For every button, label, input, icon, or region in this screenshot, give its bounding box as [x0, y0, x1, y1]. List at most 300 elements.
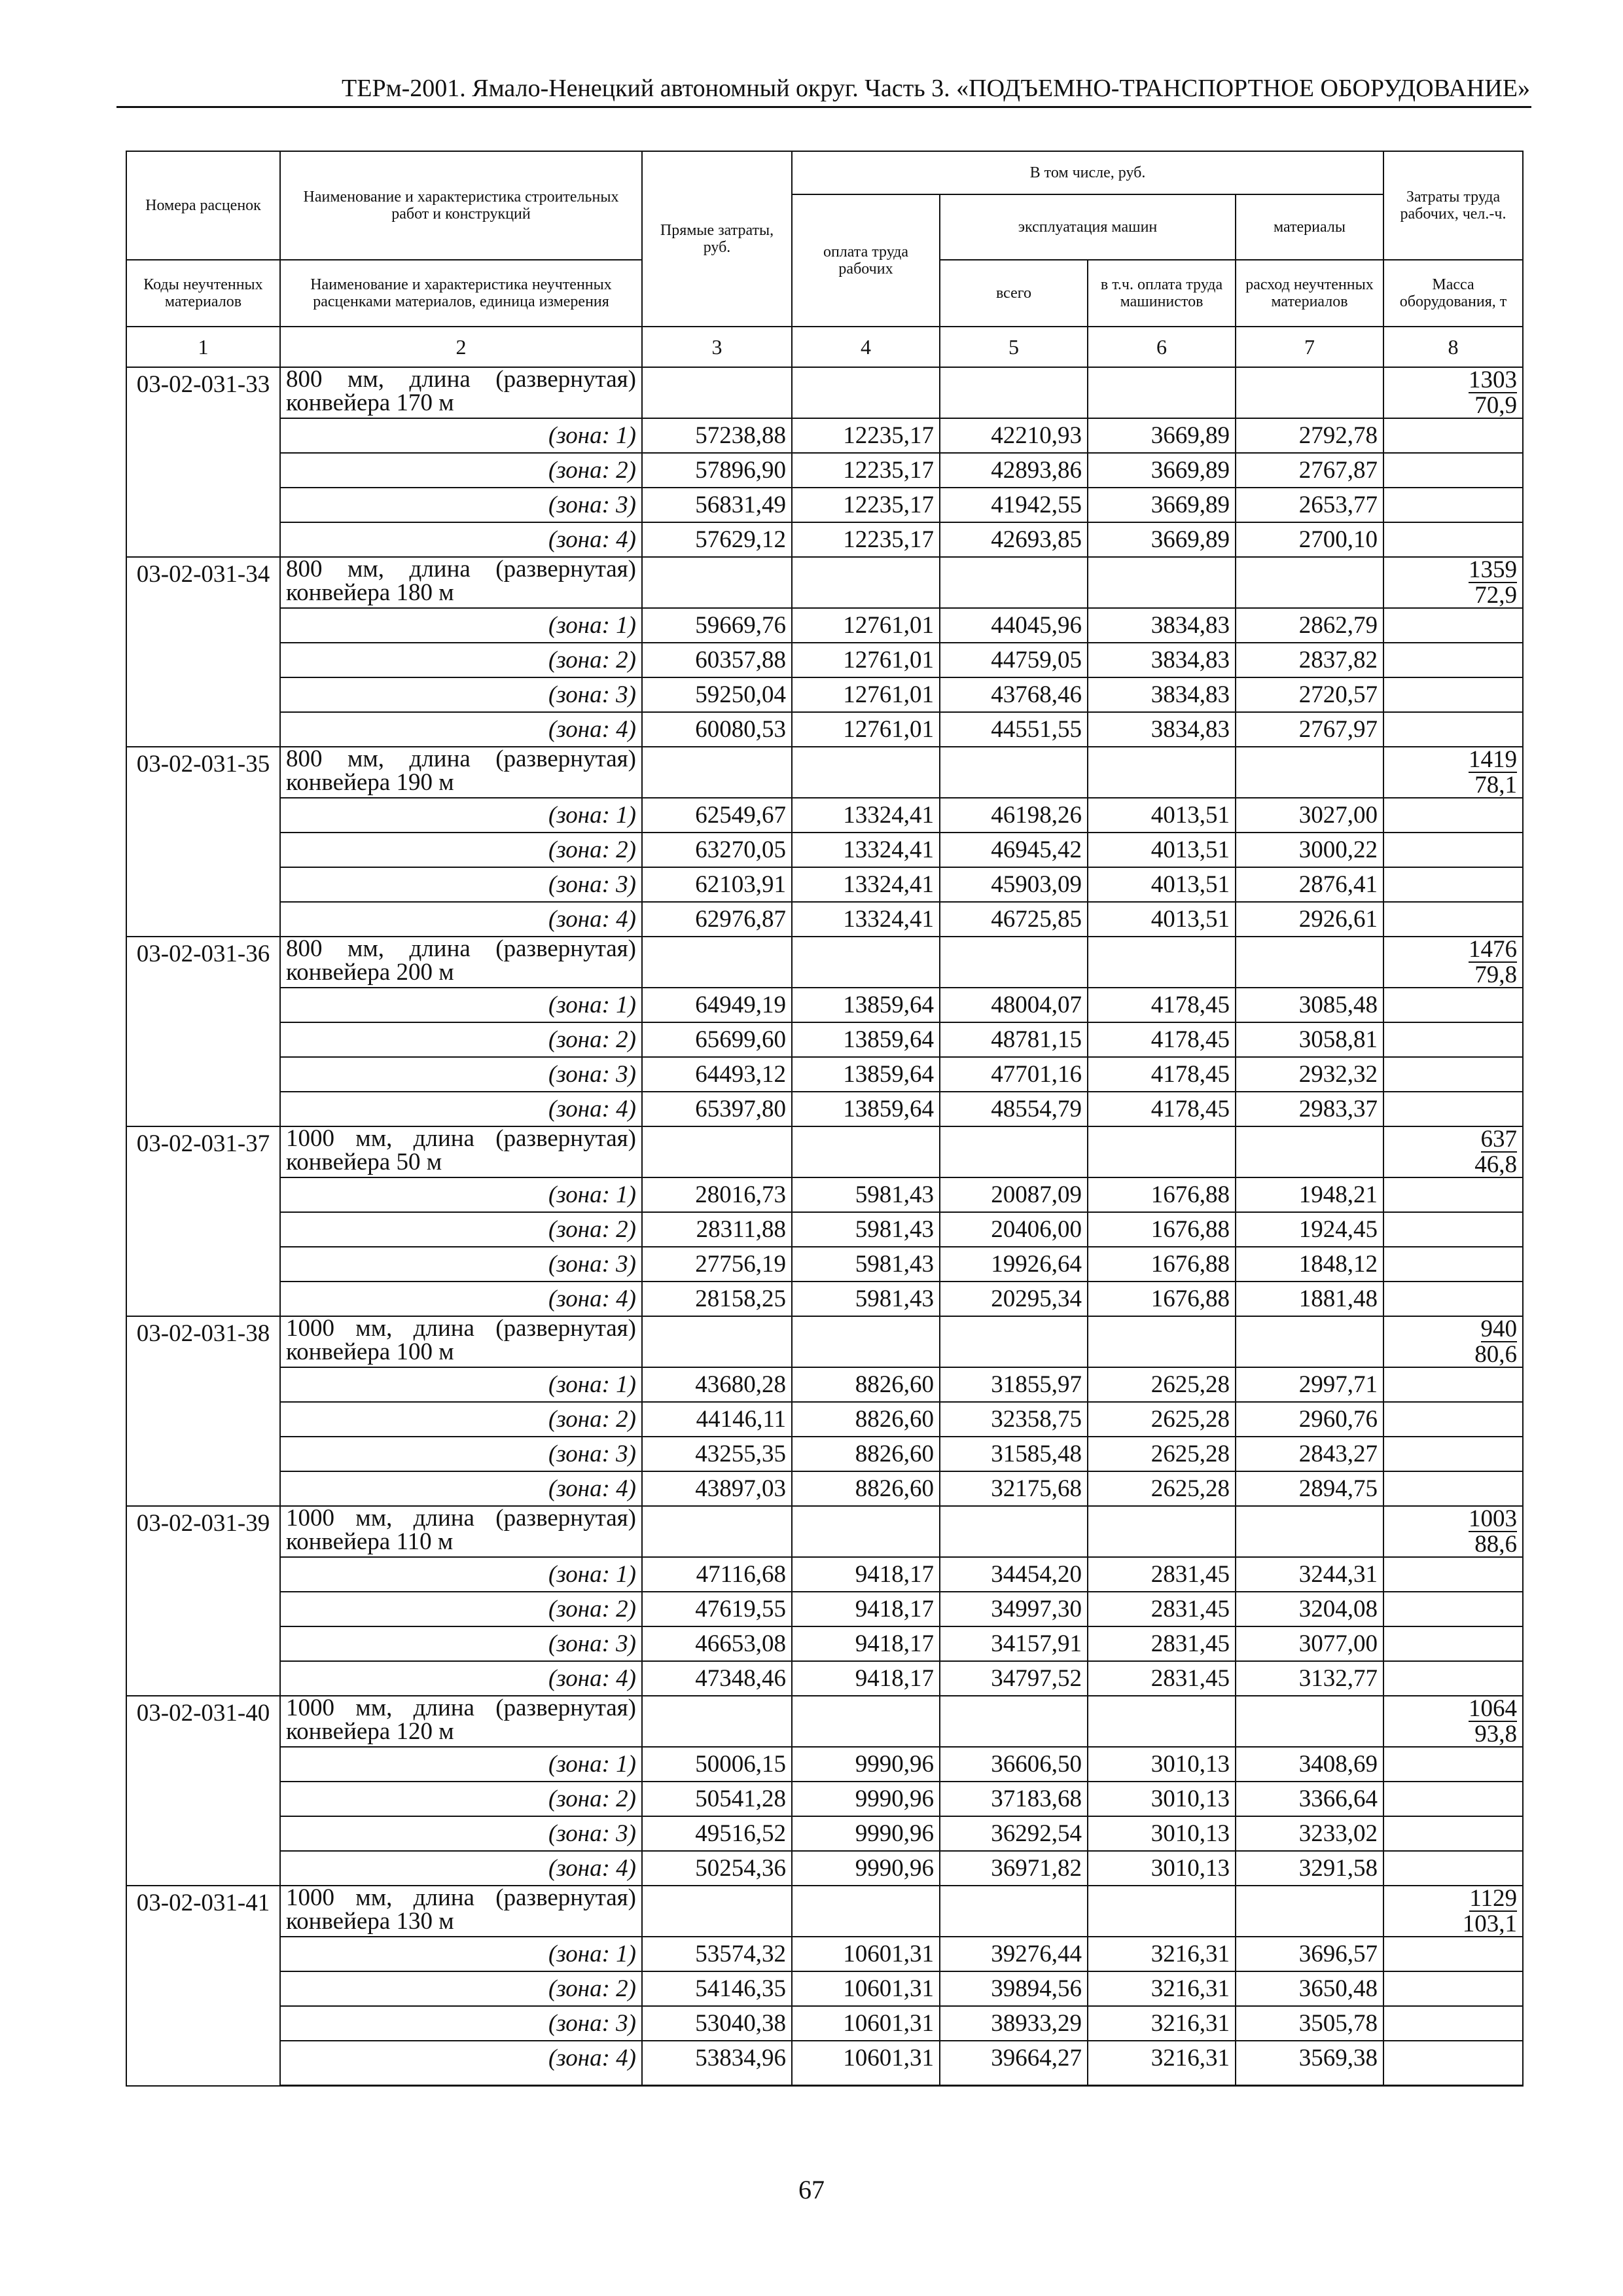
zone-label: (зона: 4) [280, 1851, 642, 1886]
header-work-name: Наименование и характеристика строительных работ и конструкций [280, 151, 642, 260]
column-number: 7 [1236, 327, 1383, 367]
materials-value: 2720,57 [1236, 677, 1383, 712]
direct-costs-value: 46653,08 [642, 1626, 792, 1661]
empty-cell [1236, 1696, 1383, 1747]
empty-cell [1383, 522, 1523, 557]
operator-pay-value: 2625,28 [1088, 1471, 1236, 1506]
operator-pay-value: 3834,83 [1088, 712, 1236, 747]
worker-pay-value: 5981,43 [792, 1282, 940, 1316]
zone-row [126, 1177, 1523, 1212]
materials-value: 2997,71 [1236, 1367, 1383, 1402]
empty-cell [1383, 1592, 1523, 1626]
zone-row [126, 2041, 1523, 2086]
empty-cell [1383, 608, 1523, 643]
direct-costs-value: 50006,15 [642, 1747, 792, 1782]
machines-total-value: 38933,29 [940, 2006, 1088, 2041]
header-included: В том числе, руб. [792, 151, 1383, 194]
zone-label: (зона: 1) [280, 988, 642, 1022]
materials-value: 2960,76 [1236, 1402, 1383, 1437]
zone-row [126, 1971, 1523, 2006]
machines-total-value: 39664,27 [940, 2041, 1088, 2086]
zone-label: (зона: 1) [280, 798, 642, 833]
machines-total-value: 20087,09 [940, 1177, 1088, 1212]
machines-total-value: 48004,07 [940, 988, 1088, 1022]
materials-value: 1848,12 [1236, 1247, 1383, 1282]
operator-pay-value: 3669,89 [1088, 418, 1236, 453]
worker-pay-value: 10601,31 [792, 2041, 940, 2086]
equipment-mass-value: 88,6 [1474, 1531, 1517, 1558]
empty-cell [1088, 367, 1236, 418]
empty-cell [1383, 1367, 1523, 1402]
empty-cell [940, 367, 1088, 418]
zone-label: (зона: 2) [280, 1782, 642, 1816]
column-number: 5 [940, 327, 1088, 367]
direct-costs-value: 47116,68 [642, 1557, 792, 1592]
zone-row [126, 1626, 1523, 1661]
machines-total-value: 46198,26 [940, 798, 1088, 833]
empty-cell [1383, 1937, 1523, 1971]
materials-value: 3569,38 [1236, 2041, 1383, 2086]
empty-cell [1383, 1092, 1523, 1126]
worker-pay-value: 12761,01 [792, 677, 940, 712]
zone-row [126, 1471, 1523, 1506]
labor-costs-value: 940 [1480, 1316, 1517, 1342]
zone-label: (зона: 2) [280, 1971, 642, 2006]
rate-title-row [126, 367, 1523, 418]
operator-pay-value: 2831,45 [1088, 1661, 1236, 1696]
rate-title-row [126, 1886, 1523, 1937]
direct-costs-value: 28311,88 [642, 1212, 792, 1247]
rate-title-row [126, 557, 1523, 608]
operator-pay-value: 1676,88 [1088, 1212, 1236, 1247]
materials-value: 3058,81 [1236, 1022, 1383, 1057]
rate-description: 1000 мм, длина (развернутая) конвейера 110 м [280, 1506, 642, 1557]
empty-cell [1383, 1402, 1523, 1437]
zone-row [126, 643, 1523, 677]
rate-title-row [126, 747, 1523, 798]
empty-cell [940, 557, 1088, 608]
operator-pay-value: 3669,89 [1088, 453, 1236, 488]
zone-label: (зона: 3) [280, 1247, 642, 1282]
materials-value: 3505,78 [1236, 2006, 1383, 2041]
header-unaccounted-materials: расход неучтенных материалов [1236, 260, 1383, 327]
zone-row [126, 1557, 1523, 1592]
worker-pay-value: 8826,60 [792, 1402, 940, 1437]
machines-total-value: 47701,16 [940, 1057, 1088, 1092]
header-equipment-mass: Масса оборудования, т [1383, 260, 1523, 327]
empty-cell [1383, 1471, 1523, 1506]
header-rule [116, 106, 1531, 108]
operator-pay-value: 3216,31 [1088, 2041, 1236, 2086]
machines-total-value: 34454,20 [940, 1557, 1088, 1592]
rates-table [126, 151, 1524, 2087]
materials-value: 2876,41 [1236, 867, 1383, 902]
column-number: 6 [1088, 327, 1236, 367]
empty-cell [792, 557, 940, 608]
zone-row [126, 712, 1523, 747]
zone-row [126, 1367, 1523, 1402]
materials-value: 3650,48 [1236, 1971, 1383, 2006]
zone-label: (зона: 2) [280, 1402, 642, 1437]
rate-description: 1000 мм, длина (развернутая) конвейера 120 м [280, 1696, 642, 1747]
equipment-mass-value: 103,1 [1462, 1910, 1517, 1937]
empty-cell [1383, 2041, 1523, 2086]
direct-costs-value: 43255,35 [642, 1437, 792, 1471]
machines-total-value: 46945,42 [940, 833, 1088, 867]
rate-description: 800 мм, длина (развернутая) конвейера 170 м [280, 367, 642, 418]
empty-cell [1236, 1316, 1383, 1367]
zone-label: (зона: 2) [280, 643, 642, 677]
empty-cell [940, 1886, 1088, 1937]
direct-costs-value: 65397,80 [642, 1092, 792, 1126]
machines-total-value: 48781,15 [940, 1022, 1088, 1057]
header-total: всего [940, 260, 1088, 327]
machines-total-value: 31855,97 [940, 1367, 1088, 1402]
operator-pay-value: 3669,89 [1088, 488, 1236, 522]
direct-costs-value: 47619,55 [642, 1592, 792, 1626]
rate-code: 03-02-031-39 [126, 1506, 280, 1696]
operator-pay-value: 3834,83 [1088, 643, 1236, 677]
equipment-mass-value: 46,8 [1474, 1151, 1517, 1178]
operator-pay-value: 4013,51 [1088, 798, 1236, 833]
empty-cell [1236, 367, 1383, 418]
zone-label: (зона: 4) [280, 1282, 642, 1316]
column-number: 3 [642, 327, 792, 367]
empty-cell [792, 1696, 940, 1747]
direct-costs-value: 62976,87 [642, 902, 792, 937]
materials-value: 2926,61 [1236, 902, 1383, 937]
direct-costs-value: 64493,12 [642, 1057, 792, 1092]
zone-row [126, 1212, 1523, 1247]
machines-total-value: 43768,46 [940, 677, 1088, 712]
labor-costs-value: 1476 [1469, 936, 1517, 963]
machines-total-value: 36292,54 [940, 1816, 1088, 1851]
materials-value: 2862,79 [1236, 608, 1383, 643]
running-header: ТЕРм-2001. Ямало-Ненецкий автономный округ. Часть 3. «ПОДЪЕМНО-ТРАНСПОРТНОЕ ОБОРУДОВАНИЕ» [342, 75, 1530, 102]
direct-costs-value: 60080,53 [642, 712, 792, 747]
machines-total-value: 36971,82 [940, 1851, 1088, 1886]
operator-pay-value: 3834,83 [1088, 608, 1236, 643]
zone-label: (зона: 1) [280, 608, 642, 643]
empty-cell [1383, 1557, 1523, 1592]
zone-row [126, 1661, 1523, 1696]
direct-costs-value: 64949,19 [642, 988, 792, 1022]
rate-code: 03-02-031-35 [126, 747, 280, 937]
header-direct-costs: Прямые затраты, руб. [642, 151, 792, 327]
empty-cell [1236, 937, 1383, 988]
machines-total-value: 44551,55 [940, 712, 1088, 747]
worker-pay-value: 12761,01 [792, 712, 940, 747]
labor-costs-value: 1359 [1469, 556, 1517, 583]
worker-pay-value: 10601,31 [792, 2006, 940, 2041]
header-machine-operation: эксплуатация машин [940, 194, 1236, 260]
direct-costs-value: 50541,28 [642, 1782, 792, 1816]
zone-label: (зона: 3) [280, 1816, 642, 1851]
direct-costs-value: 59669,76 [642, 608, 792, 643]
direct-costs-value: 47348,46 [642, 1661, 792, 1696]
worker-pay-value: 13324,41 [792, 902, 940, 937]
empty-cell [792, 937, 940, 988]
empty-cell [792, 367, 940, 418]
zone-label: (зона: 3) [280, 488, 642, 522]
labor-and-mass [1383, 557, 1523, 608]
materials-value: 3077,00 [1236, 1626, 1383, 1661]
worker-pay-value: 9990,96 [792, 1851, 940, 1886]
zone-row [126, 798, 1523, 833]
empty-cell [940, 1316, 1088, 1367]
labor-costs-value: 1129 [1469, 1885, 1517, 1912]
zone-row [126, 1782, 1523, 1816]
equipment-mass-value: 79,8 [1474, 961, 1517, 988]
labor-and-mass [1383, 1696, 1523, 1747]
direct-costs-value: 57629,12 [642, 522, 792, 557]
direct-costs-value: 53574,32 [642, 1937, 792, 1971]
materials-value: 2767,87 [1236, 453, 1383, 488]
zone-label: (зона: 1) [280, 1367, 642, 1402]
labor-and-mass [1383, 937, 1523, 988]
rate-description: 1000 мм, длина (развернутая) конвейера 100 м [280, 1316, 642, 1367]
direct-costs-value: 62103,91 [642, 867, 792, 902]
operator-pay-value: 4178,45 [1088, 1057, 1236, 1092]
machines-total-value: 41942,55 [940, 488, 1088, 522]
zone-row [126, 453, 1523, 488]
materials-value: 3085,48 [1236, 988, 1383, 1022]
empty-cell [642, 937, 792, 988]
operator-pay-value: 3010,13 [1088, 1816, 1236, 1851]
rate-code: 03-02-031-37 [126, 1126, 280, 1316]
labor-costs-value: 637 [1480, 1126, 1517, 1153]
materials-value: 3132,77 [1236, 1661, 1383, 1696]
operator-pay-value: 3010,13 [1088, 1851, 1236, 1886]
zone-row [126, 1747, 1523, 1782]
empty-cell [1383, 418, 1523, 453]
machines-total-value: 42893,86 [940, 453, 1088, 488]
zone-label: (зона: 2) [280, 1592, 642, 1626]
labor-costs-value: 1419 [1469, 746, 1517, 773]
empty-cell [1383, 712, 1523, 747]
empty-cell [1383, 643, 1523, 677]
empty-cell [642, 1886, 792, 1937]
empty-cell [1383, 1437, 1523, 1471]
operator-pay-value: 2831,45 [1088, 1592, 1236, 1626]
column-number: 8 [1383, 327, 1523, 367]
rate-title-row [126, 937, 1523, 988]
zone-label: (зона: 3) [280, 1437, 642, 1471]
equipment-mass-value: 78,1 [1474, 772, 1517, 798]
worker-pay-value: 9990,96 [792, 1747, 940, 1782]
materials-value: 2837,82 [1236, 643, 1383, 677]
labor-costs-value: 1064 [1469, 1695, 1517, 1722]
materials-value: 2983,37 [1236, 1092, 1383, 1126]
worker-pay-value: 8826,60 [792, 1471, 940, 1506]
zone-row [126, 2006, 1523, 2041]
empty-cell [1088, 747, 1236, 798]
empty-cell [1236, 1886, 1383, 1937]
empty-cell [940, 1506, 1088, 1557]
empty-cell [1383, 1971, 1523, 2006]
operator-pay-value: 3216,31 [1088, 2006, 1236, 2041]
zone-label: (зона: 4) [280, 522, 642, 557]
labor-and-mass [1383, 367, 1523, 418]
empty-cell [1383, 1661, 1523, 1696]
operator-pay-value: 1676,88 [1088, 1177, 1236, 1212]
zone-row [126, 1057, 1523, 1092]
zone-label: (зона: 3) [280, 2006, 642, 2041]
page-number: 67 [798, 2175, 825, 2204]
materials-value: 3291,58 [1236, 1851, 1383, 1886]
rates-table-body [126, 367, 1523, 2086]
empty-cell [1088, 557, 1236, 608]
worker-pay-value: 12235,17 [792, 453, 940, 488]
materials-value: 2932,32 [1236, 1057, 1383, 1092]
machines-total-value: 31585,48 [940, 1437, 1088, 1471]
materials-value: 3244,31 [1236, 1557, 1383, 1592]
zone-row [126, 488, 1523, 522]
direct-costs-value: 60357,88 [642, 643, 792, 677]
empty-cell [1383, 1626, 1523, 1661]
materials-value: 2894,75 [1236, 1471, 1383, 1506]
worker-pay-value: 10601,31 [792, 1937, 940, 1971]
machines-total-value: 42693,85 [940, 522, 1088, 557]
empty-cell [1088, 1506, 1236, 1557]
rate-code: 03-02-031-40 [126, 1696, 280, 1886]
worker-pay-value: 13324,41 [792, 867, 940, 902]
worker-pay-value: 9418,17 [792, 1626, 940, 1661]
column-number: 4 [792, 327, 940, 367]
direct-costs-value: 43897,03 [642, 1471, 792, 1506]
materials-value: 3204,08 [1236, 1592, 1383, 1626]
empty-cell [1383, 1022, 1523, 1057]
zone-label: (зона: 4) [280, 1092, 642, 1126]
zone-label: (зона: 4) [280, 1471, 642, 1506]
empty-cell [642, 367, 792, 418]
worker-pay-value: 13859,64 [792, 988, 940, 1022]
materials-value: 3000,22 [1236, 833, 1383, 867]
rate-description: 1000 мм, длина (развернутая) конвейера 130 м [280, 1886, 642, 1937]
worker-pay-value: 13859,64 [792, 1022, 940, 1057]
empty-cell [1236, 557, 1383, 608]
labor-and-mass [1383, 1126, 1523, 1177]
zone-row [126, 418, 1523, 453]
header-material-codes: Коды неучтенных материалов [126, 260, 280, 327]
rate-code: 03-02-031-34 [126, 557, 280, 747]
direct-costs-value: 54146,35 [642, 1971, 792, 2006]
machines-total-value: 32175,68 [940, 1471, 1088, 1506]
machines-total-value: 45903,09 [940, 867, 1088, 902]
zone-row [126, 608, 1523, 643]
materials-value: 2792,78 [1236, 418, 1383, 453]
rate-title-row [126, 1696, 1523, 1747]
zone-row [126, 1402, 1523, 1437]
operator-pay-value: 4013,51 [1088, 902, 1236, 937]
operator-pay-value: 2831,45 [1088, 1557, 1236, 1592]
zone-label: (зона: 4) [280, 1661, 642, 1696]
header-worker-pay: оплата труда рабочих [792, 194, 940, 327]
operator-pay-value: 4013,51 [1088, 867, 1236, 902]
machines-total-value: 34797,52 [940, 1661, 1088, 1696]
materials-value: 1924,45 [1236, 1212, 1383, 1247]
zone-row [126, 1437, 1523, 1471]
empty-cell [1088, 1126, 1236, 1177]
empty-cell [1383, 1851, 1523, 1886]
machines-total-value: 39894,56 [940, 1971, 1088, 2006]
worker-pay-value: 12235,17 [792, 488, 940, 522]
zone-label: (зона: 3) [280, 867, 642, 902]
worker-pay-value: 5981,43 [792, 1247, 940, 1282]
machines-total-value: 20406,00 [940, 1212, 1088, 1247]
worker-pay-value: 9418,17 [792, 1592, 940, 1626]
rate-description: 1000 мм, длина (развернутая) конвейера 50 м [280, 1126, 642, 1177]
zone-row [126, 1816, 1523, 1851]
zone-row [126, 1592, 1523, 1626]
operator-pay-value: 4178,45 [1088, 1022, 1236, 1057]
empty-cell [1383, 2006, 1523, 2041]
empty-cell [1383, 1816, 1523, 1851]
machines-total-value: 39276,44 [940, 1937, 1088, 1971]
empty-cell [940, 1696, 1088, 1747]
header-rate-numbers: Номера расценок [126, 151, 280, 260]
zone-label: (зона: 4) [280, 2041, 642, 2086]
equipment-mass-value: 72,9 [1474, 582, 1517, 609]
machines-total-value: 46725,85 [940, 902, 1088, 937]
labor-costs-value: 1303 [1469, 367, 1517, 393]
header-materials: материалы [1236, 194, 1383, 260]
worker-pay-value: 12761,01 [792, 608, 940, 643]
empty-cell [792, 1886, 940, 1937]
machines-total-value: 34157,91 [940, 1626, 1088, 1661]
direct-costs-value: 65699,60 [642, 1022, 792, 1057]
zone-label: (зона: 2) [280, 833, 642, 867]
materials-value: 3233,02 [1236, 1816, 1383, 1851]
empty-cell [1088, 1886, 1236, 1937]
machines-total-value: 34997,30 [940, 1592, 1088, 1626]
direct-costs-value: 27756,19 [642, 1247, 792, 1282]
empty-cell [1383, 902, 1523, 937]
labor-and-mass [1383, 1506, 1523, 1557]
worker-pay-value: 8826,60 [792, 1367, 940, 1402]
direct-costs-value: 49516,52 [642, 1816, 792, 1851]
labor-and-mass [1383, 1886, 1523, 1937]
materials-value: 1948,21 [1236, 1177, 1383, 1212]
empty-cell [792, 1506, 940, 1557]
empty-cell [940, 747, 1088, 798]
rate-title-row [126, 1316, 1523, 1367]
column-number: 2 [280, 327, 642, 367]
direct-costs-value: 53040,38 [642, 2006, 792, 2041]
direct-costs-value: 43680,28 [642, 1367, 792, 1402]
worker-pay-value: 13859,64 [792, 1092, 940, 1126]
operator-pay-value: 2625,28 [1088, 1402, 1236, 1437]
zone-row [126, 1092, 1523, 1126]
equipment-mass-value: 80,6 [1474, 1341, 1517, 1368]
zone-row [126, 833, 1523, 867]
zone-row [126, 1937, 1523, 1971]
rate-title-row [126, 1126, 1523, 1177]
operator-pay-value: 1676,88 [1088, 1247, 1236, 1282]
machines-total-value: 44759,05 [940, 643, 1088, 677]
operator-pay-value: 3216,31 [1088, 1971, 1236, 2006]
empty-cell [1383, 677, 1523, 712]
operator-pay-value: 3216,31 [1088, 1937, 1236, 1971]
direct-costs-value: 53834,96 [642, 2041, 792, 2086]
machines-total-value: 37183,68 [940, 1782, 1088, 1816]
worker-pay-value: 9418,17 [792, 1557, 940, 1592]
operator-pay-value: 2831,45 [1088, 1626, 1236, 1661]
empty-cell [642, 557, 792, 608]
zone-label: (зона: 2) [280, 1212, 642, 1247]
labor-costs-value: 1003 [1469, 1505, 1517, 1532]
zone-row [126, 867, 1523, 902]
